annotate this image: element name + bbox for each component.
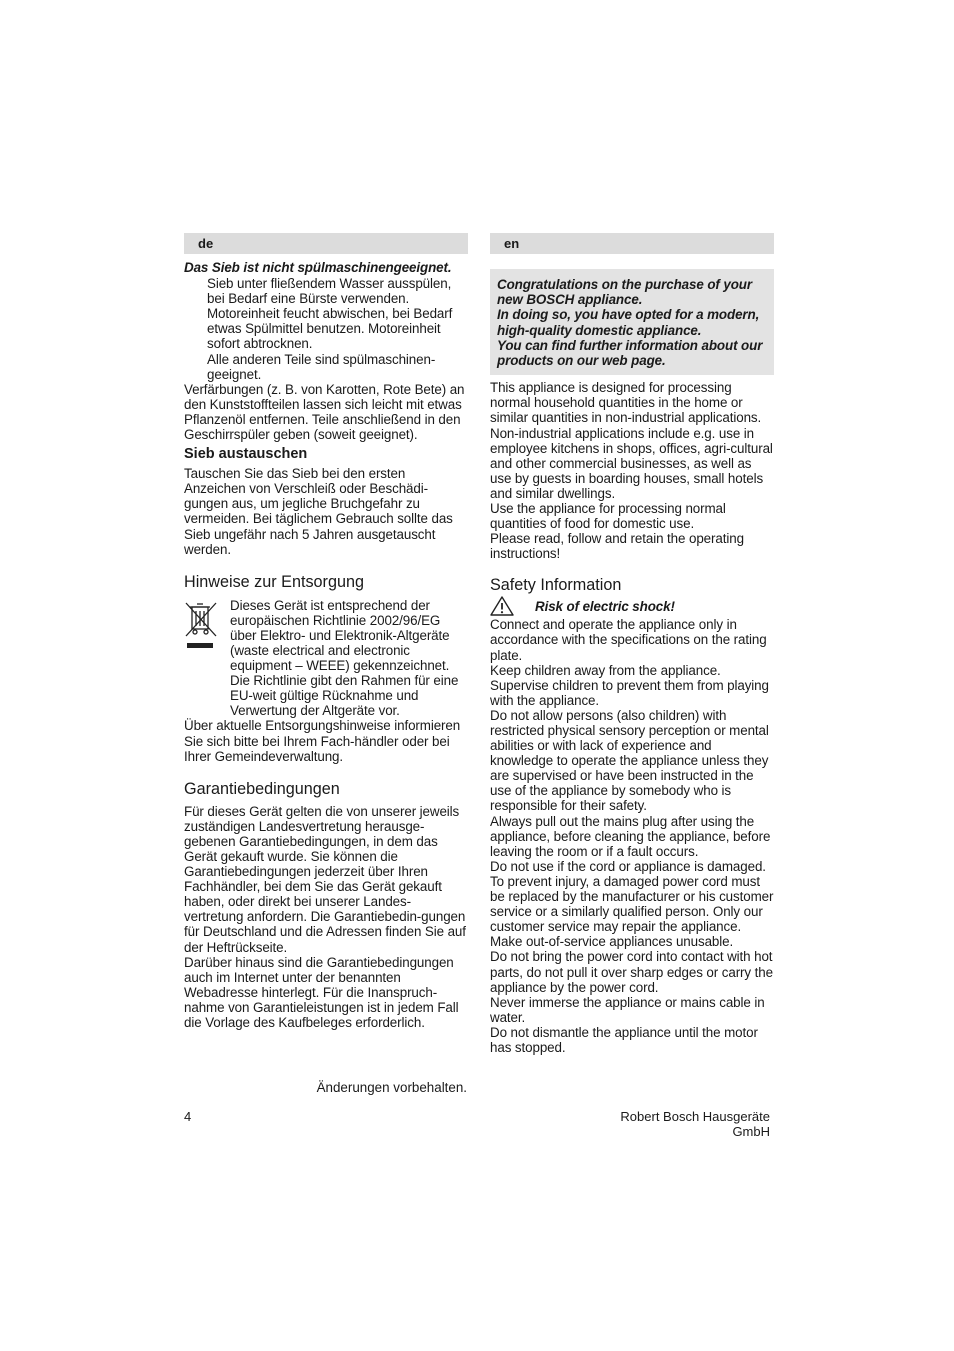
- weee-text: Dieses Gerät ist entsprechend der europäischen Richtlinie 2002/96/EG über Elektro- und Elektronik-Altgeräte (waste electrical and electronic equipment – WEEE) gekennzeichnet. Die Richtlinie gibt den Rahmen für eine EU-weit gültige Rücknahme und Verwertung der Altgeräte vor.: [230, 597, 459, 719]
- english-column: [490, 233, 774, 1055]
- safety-paragraph: Never immerse the appliance or mains cable in water.: [490, 994, 765, 1025]
- discoloration-note: Verfärbungen (z. B. von Karotten, Rote Bete) an den Kunststoffteilen lassen sich leicht mit etwas Pflanzenöl entfernen. Teile anschließend in den Geschirrspüler geben (soweit geeignet).: [184, 381, 465, 443]
- safety-paragraphs: [490, 617, 774, 1055]
- intro-line: In doing so, you have opted for a modern, high-quality domestic appliance.: [497, 307, 760, 338]
- sieve-replace-heading: Sieb austauschen: [184, 446, 308, 463]
- changes-reserved: Änderungen vorbehalten.: [316, 1080, 467, 1095]
- safety-paragraph: Do not dismantle the appliance until the motor has stopped.: [490, 1024, 758, 1055]
- language-tab-de: de: [184, 233, 468, 254]
- warranty-heading: Garantiebedingungen: [184, 779, 340, 798]
- safety-paragraph: Do not allow persons (also children) with restricted physical sensory perception or mental abilities or with lack of experience and knowledge to operate the appliance unless they are supervised or have been instructed in the use of the appliance by somebody who is responsible for their safety.: [490, 707, 769, 814]
- language-tab-en: en: [490, 233, 774, 254]
- usage-text-2: Use the appliance for processing normal quantities of food for domestic use.: [490, 500, 726, 532]
- cleaning-instructions: Sieb unter fließendem Wasser ausspülen, bei Bedarf eine Bürste verwenden. Motoreinheit feucht abwischen, bei Bedarf etwas Spülmittel benutzen. Motoreinheit sofort abtrocknen.: [207, 276, 453, 352]
- usage-text: This appliance is designed for processing normal household quantities in the home or similar quantities in non-industrial applications. Non-industrial applications include e.g. use in employee kitchens in shops, offices, agri-cultural and other commercial businesses, as well as use by guests in boarding houses, small hotels and similar dwellings.: [490, 380, 773, 501]
- congratulations-box: [490, 269, 774, 375]
- warranty-text-1: Für dieses Gerät gelten die von unserer jeweils zuständigen Landesvertretung herausge-gebenen Garantiebedingungen, in dem das Gerät gekauft wurde. Sie können die Garantiebedingungen jederzeit über Ihren Fachhändler, bei dem Sie das Gerät gekauft haben, oder direkt bei unserer Landes-vertretung anfordern. Die Garantiebedin-gungen für Deutschland und die Adressen finden Sie auf der Heftrückseite.: [184, 803, 466, 955]
- safety-paragraph: To prevent injury, a damaged power cord must be replaced by the manufacturer or his customer service or a similarly qualified person. Only our customer service may repair the appliance. Make out-of-service appliances unusable.: [490, 873, 774, 950]
- safety-paragraph: Do not bring the power cord into contact with hot parts, do not pull it over sharp edges or carry the appliance by the power cord.: [490, 949, 773, 995]
- warranty-text-2: Darüber hinaus sind die Garantiebedingungen auch im Internet unter der benannten Webadresse hinterlegt. Für die Inanspruch-nahme von Garantieleistungen ist in jedem Fall die Vorlage des Kaufbeleges erforderlich.: [184, 954, 459, 1031]
- intro-line: Congratulations on the purchase of your new BOSCH appliance.: [497, 277, 753, 308]
- usage-text-3: Please read, follow and retain the operating instructions!: [490, 531, 744, 562]
- disposal-info-text: Über aktuelle Entsorgungshinweise informieren Sie sich bitte bei Ihrem Fach-händler oder bei Ihrer Gemeindeverwaltung.: [184, 718, 461, 764]
- safety-paragraph: Always pull out the mains plug after using the appliance, before cleaning the appliance, before leaving the room or if a fault occurs.: [490, 813, 771, 859]
- crossed-out-wheelie-bin-icon: [184, 598, 220, 719]
- dishwasher-warning: Das Sieb ist nicht spülmaschinengeeignet.: [184, 260, 452, 275]
- sieve-replace-text: Tauschen Sie das Sieb bei den ersten Anzeichen von Verschleiß oder Beschädi-gungen aus, um jegliche Bruchgefahr zu vermeiden. Bei täglichem Gebrauch sollte das Sieb ungefähr nach 5 Jahren ausgetauscht werden.: [184, 466, 453, 557]
- company-name: Robert Bosch Hausgeräte GmbH: [620, 1109, 770, 1139]
- weee-block: [184, 598, 468, 719]
- risk-electric-shock-label: Risk of electric shock!: [535, 598, 675, 614]
- intro-line: You can find further information about our products on our web page.: [497, 337, 763, 369]
- safety-paragraph: Keep children away from the appliance. Supervise children to prevent them from playing with the appliance.: [490, 662, 769, 708]
- safety-paragraph: Connect and operate the appliance only in accordance with the specifications on the rating plate.: [490, 617, 767, 663]
- warning-triangle-icon: [490, 596, 514, 616]
- dishwasher-safe-note: Alle anderen Teile sind spülmaschinen-geeignet.: [207, 351, 436, 382]
- safety-paragraph: Do not use if the cord or appliance is damaged.: [490, 858, 766, 874]
- disposal-heading: Hinweise zur Entsorgung: [184, 572, 364, 591]
- risk-row: [490, 595, 774, 617]
- safety-heading: Safety Information: [490, 576, 622, 595]
- page-number: 4: [184, 1109, 192, 1124]
- german-column: [184, 233, 468, 1030]
